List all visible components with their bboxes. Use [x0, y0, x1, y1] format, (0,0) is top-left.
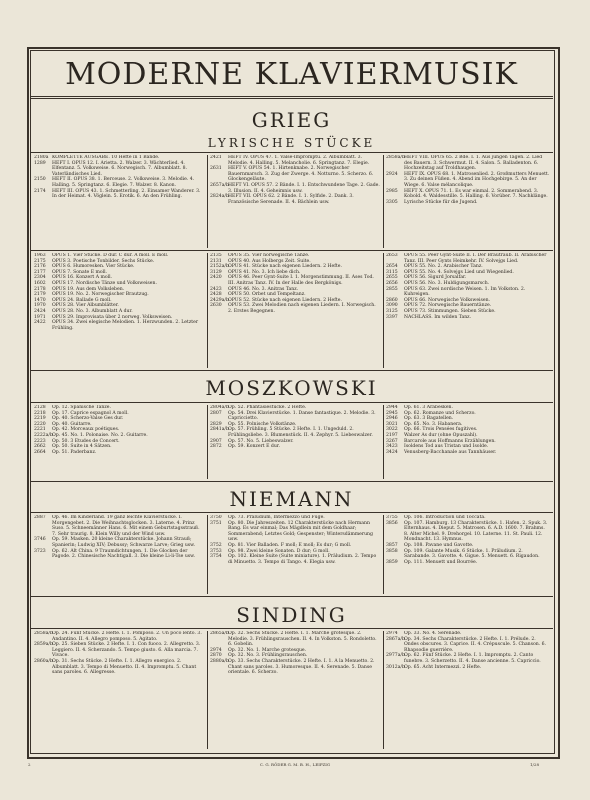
edition-number: 3397	[386, 314, 398, 320]
entry-title: OPUS 16. Konzert A moll.	[52, 275, 112, 281]
entry-title: Op. 109. Galante Musik. 6 Stücke. 1. Präludium. 2. Sarabande. 3. Gavotte. 4. Gigue. 5. Menuett. 6. Rigaudon.	[404, 548, 540, 560]
edition-number: 3267	[386, 438, 398, 444]
edition-number: 2174	[34, 188, 46, 194]
entry-column	[210, 631, 380, 749]
catalog-entry	[34, 549, 204, 560]
catalog-entry	[34, 631, 204, 642]
entry-title: Op. 50. Suite in 4 Sätzen.	[52, 444, 112, 450]
entry-title: Op. 62. Fünf Stücke. 2 Hefte. I. 1. Impromptu. 2. Canto funebre. 3. Scherzetto. II. 4. Danse ancienne. 5. Capriccio.	[404, 653, 541, 664]
entry-title: OPUS 56. Sigurd Jorsalfar.	[404, 275, 467, 281]
edition-number: 2872	[210, 444, 222, 450]
edition-number: 3305	[386, 199, 398, 205]
footer-publisher: C. G. RÖDER G. M. B. H., LEIPZIG	[259, 762, 331, 767]
entry-title: Barcarole aus Hoffmanns Erzählungen.	[404, 438, 496, 444]
entry-title: HEFT X. OPUS 71. 1. Es war einmal. 2. Sommerabend. 3. Kobold. 4. Waldesstille. 5. Halling. 6. Vorüber. 7. Nachklänge.	[404, 188, 548, 200]
catalog-entry	[210, 444, 380, 450]
entry-title: Op. 80. Die Jahreszeiten. 12 Charakterstücke nach Hermann Bang. Es war einmal; Das Mägdlein mit dem Goldhaar; Sommerabend; Letztes Gold; Gespenster; Wintersdämmerung usw.	[228, 520, 373, 543]
edition-number: 2422	[34, 320, 46, 326]
entry-title: Op. 98. Zwei kleine Sonaten. D dur; G moll.	[228, 548, 330, 554]
catalog-entry	[386, 200, 550, 206]
edition-number: 2880a/b	[210, 658, 229, 664]
edition-number: 2985	[386, 188, 398, 194]
entry-title: Lyrische Stücke für die Jugend.	[404, 199, 478, 205]
edition-number: 2804a/b	[210, 405, 229, 410]
catalog-entry	[34, 189, 204, 200]
edition-number: 2429a/b	[210, 297, 229, 303]
edition-number: 2870	[210, 653, 222, 659]
entry-column	[34, 253, 204, 368]
edition-number: 2859a/b	[34, 642, 53, 648]
catalog-entry	[210, 155, 380, 166]
column-divider	[383, 405, 384, 479]
edition-number: 2887	[34, 515, 46, 520]
edition-number: 2421	[210, 155, 222, 160]
edition-number: 3754	[210, 554, 222, 560]
entry-title: Op. 63. 3 Bagatellen.	[404, 416, 454, 422]
entry-title: Walzer As dur (ohne Opuszahl).	[404, 432, 478, 438]
edition-number: 2858a/b	[386, 155, 405, 160]
column-divider	[207, 155, 208, 248]
edition-number: 2655	[386, 275, 398, 281]
edition-number: 2924	[386, 171, 398, 177]
edition-number: 2179	[34, 292, 46, 298]
column-divider	[383, 253, 384, 368]
edition-number: 2420	[210, 275, 222, 281]
catalog-entry	[210, 183, 380, 194]
entry-title: HEFT II. OPUS 38. 1. Berceuse. 2. Volksweise. 3. Melodie. 4. Halling. 5. Springtanz. 6. Elegie. 7. Walzer. 8. Kanon.	[52, 177, 195, 188]
composer-heading: MOSZKOWSKI	[205, 376, 378, 400]
edition-number: 2424	[34, 308, 46, 314]
section-rule	[30, 402, 553, 403]
edition-number: 2131	[210, 258, 222, 264]
entry-title: Op. 59. Masken. 20 kleine Charakterstücke. Johann Strauß; Spanierin; Ludwig XIV; Debussy; Schwarze Larve; Grieg usw.	[52, 537, 195, 548]
section-rule	[30, 596, 553, 597]
edition-number: 3723	[34, 548, 46, 554]
edition-number: 3857	[386, 542, 398, 548]
entry-title: Op. 66. Trois Pensées fugitives.	[404, 427, 478, 433]
entry-title: OPUS 3. Poetische Tonbilder. Sechs Stücke.	[52, 258, 155, 264]
edition-number: 3090	[386, 303, 398, 309]
entry-title: Op. 65. Acht Intermezzi. 2 Hefte.	[404, 664, 482, 670]
entry-title: Op. 65. No. 3. Habanera.	[404, 421, 463, 427]
catalog-entry	[386, 549, 550, 560]
entry-title: OPUS 46. No. 3. Anitras Tanz.	[228, 286, 299, 292]
catalog-entry	[210, 659, 380, 676]
edition-number: 2860a/b	[34, 658, 53, 664]
column-divider	[207, 253, 208, 368]
entry-title: HEFT VIII. OPUS 65. 2 Bde. I. 1. Aus jungen Tagen. 2. Lied des Bauern. 3. Schwermut. II. 4. Salon. 5. Balladenton. 6. Hochzeitstag auf Troldhaugen.	[404, 155, 543, 172]
column-divider	[383, 155, 384, 248]
edition-number: 3021	[386, 421, 398, 427]
edition-number: 2423	[210, 286, 222, 292]
entry-title: OPUS 41. Stücke nach eigenen Liedern. 2 Hefte.	[228, 264, 342, 270]
edition-number: 2664	[34, 449, 46, 455]
edition-number: 3751	[210, 520, 222, 526]
section-rule	[30, 152, 553, 153]
edition-number: 1289	[34, 160, 46, 166]
entry-title: OPUS 24. Ballade G moll.	[52, 297, 112, 303]
entry-title: OPUS 35. Vier norwegische Tänze.	[228, 253, 310, 258]
entry-title: Op. 40. Scherzo-Valse Ges dur.	[52, 416, 124, 422]
entry-column	[210, 155, 380, 248]
catalog-entry	[210, 275, 380, 286]
catalog-entry	[386, 665, 550, 671]
section-subheading: LYRISCHE STÜCKE	[207, 136, 376, 150]
footer-code: 1/28	[530, 762, 539, 767]
edition-number: 2946	[386, 416, 398, 422]
edition-number: 2944	[386, 405, 398, 410]
entry-title: Op. 59. Konzert E dur.	[228, 444, 280, 450]
section-rule	[30, 512, 553, 513]
edition-number: 3022	[386, 427, 398, 433]
entry-title: Op. 62. Alt China. 9 Traumdichtungen. 1. Die Glocken der Pagode. 2. Chinesische Nachtigall. 3. Die kleine Li-li-Tse usw.	[52, 548, 195, 560]
edition-number: 2656	[386, 280, 398, 286]
edition-number: 2974	[210, 647, 222, 653]
edition-number: 3746	[34, 537, 46, 543]
edition-number: 2221	[34, 427, 46, 433]
edition-number: 1970	[34, 303, 46, 309]
entry-title: Op. 106. Introduction und Toccata.	[404, 515, 486, 520]
entry-title: Op. 51. Paderbanz.	[52, 449, 97, 455]
edition-number: 2974	[386, 631, 398, 636]
entry-title: OPUS 19. Aus dem Volksleben.	[52, 286, 125, 292]
edition-number: 2945	[386, 410, 398, 416]
catalog-entry	[210, 427, 380, 438]
entry-title: Op. 57. No. 5. Liebeswalzer.	[228, 438, 294, 444]
entry-title: Op. 34. Sechs Charakterstücke. 2 Hefte. I. 1. Prélude. 2. Ondes obscures. 3. Caprice. II. 4. Crépuscule. 5. Chanson. 6. Rhapsodie guerrière.	[404, 636, 547, 653]
entry-title: KOMPLETTE AUSGABE. 10 Hefte in 1 Bande.	[52, 155, 160, 160]
entry-column	[210, 515, 380, 594]
title-rule	[30, 96, 553, 99]
edition-number: 3752	[210, 542, 222, 548]
edition-number: 2176	[34, 264, 46, 270]
section-rule	[30, 481, 553, 482]
entry-title: Op. 42. Morceaux poétiques.	[52, 427, 120, 433]
edition-number: 2654	[386, 264, 398, 270]
column-divider	[207, 631, 208, 749]
entry-title: Op. 12. Spanische Tänze.	[52, 405, 111, 410]
edition-number: 2304	[34, 275, 46, 281]
entry-title: OPUS 7. Sonate E moll.	[52, 269, 108, 275]
entry-title: OPUS 73. Stimmungen. Sieben Stücke.	[404, 308, 496, 314]
entry-title: OPUS 41. No. 3. Ich liebe dich.	[228, 269, 301, 275]
entry-column	[386, 405, 550, 479]
edition-number: 3858	[386, 548, 398, 554]
entry-title: OPUS 53. Zwei Melodien nach eigenen Liedern. I. Norwegisch. 2. Erstes Begegnen.	[228, 303, 376, 314]
edition-number: 2223	[34, 438, 46, 444]
edition-number: 3753	[210, 548, 222, 554]
entry-title: OPUS 34. Zwei elegische Melodien. 1. Herzwunden. 2. Letzter Frühling.	[52, 320, 199, 331]
edition-number: 2865a/b	[210, 631, 229, 636]
entry-title: Op. 81. Vier Balladen. F moll; E moll; Es dur; G moll.	[228, 542, 352, 548]
entry-title: HEFT V. OPUS 54. 1. Hirtenknabe. 2. Norwegischer Bauernmarsch. 3. Zug der Zwerge. 4. Notturno. 5. Scherzo. 6. Glockengeläute.	[228, 166, 374, 183]
edition-number: 2824a/b	[210, 194, 229, 200]
catalog-entry	[34, 177, 204, 188]
entry-column	[386, 631, 550, 749]
edition-number: 3859	[386, 559, 398, 565]
entry-title: Op. 52. Phantasiestücke. 2 Hefte.	[228, 405, 307, 410]
edition-number: 2855	[386, 286, 398, 292]
edition-number: 2150	[34, 177, 46, 183]
edition-number: 1602	[34, 280, 46, 286]
entry-title: Op. 40. Guitarre.	[52, 421, 92, 427]
edition-number: 2177	[34, 269, 46, 275]
entry-title: Op. 50. 3 Etudes de Concert.	[52, 438, 120, 444]
edition-number: 2657a/b	[210, 182, 229, 188]
edition-number: 3750	[210, 515, 222, 520]
catalog-entry	[34, 642, 204, 659]
edition-number: 2175	[34, 258, 46, 264]
entry-column	[210, 405, 380, 479]
entry-title: Op. 24. Fünf Stücke. 2 Hefte. I. 1. Pomposo. 2. Un poco lento. 3. Andantino. II. 4. Allegro pomposo. 5. Agitato.	[52, 631, 202, 642]
entry-title: OPUS 66. Norwegische Volksweisen.	[404, 297, 491, 303]
edition-number: 1470	[34, 297, 46, 303]
entry-title: Op. 61. 3 Arabesken.	[404, 405, 453, 410]
entry-title: Op. 45. No. 1. Polonaise. No. 2. Guitarre.	[52, 432, 148, 438]
catalog-entry	[386, 315, 550, 321]
entry-column	[34, 405, 204, 479]
edition-number: 3125	[386, 308, 398, 314]
catalog-entry	[34, 537, 204, 548]
edition-number: 2662	[34, 444, 46, 450]
edition-number: 2829	[210, 421, 222, 427]
entry-title: HEFT I. OPUS 12. I. Arietta. 2. Walzer. 3. Wächterlied. 4. Elfentanz. 5. Volksweise. 6. Norwegisch. 7. Albumblatt. 8. Vaterländisches Lied.	[52, 160, 188, 177]
entry-column	[210, 253, 380, 368]
catalog-entry	[386, 521, 550, 543]
catalog-entry	[386, 155, 550, 172]
entry-title: Op. 62. Romanze und Scherzo.	[404, 410, 476, 416]
edition-number: 2220	[34, 421, 46, 427]
entry-title: Op. 57. Frühling. 5 Stücke. 2 Hefte. I. 1. Ungeduld. 2. Frühlingsliebe. 3. Blumenstück. II. 4. Zephyr. 5. Liebeswalzer.	[228, 427, 373, 438]
catalog-entry	[210, 554, 380, 565]
entry-title: Op. 46. Im Kinderland. 19 ganz leichte Klavierstücke. I. Morgengebet. 2. Die Weihnachtsglocken. 3. Laterne. 4. Prinz Suso. 5. Schneemänner Hans. 6. Mit einem Geburtstagsstrauß. 7. Sehr traurig. 8. Klein Willy und der Wind usw.	[52, 515, 200, 537]
column-divider	[207, 405, 208, 479]
edition-number: 2631	[210, 166, 222, 172]
edition-number: 2653	[386, 253, 398, 258]
edition-number: 2135	[210, 253, 222, 258]
catalog-entry	[210, 411, 380, 422]
catalog-entry	[34, 515, 204, 537]
entry-column	[34, 631, 204, 749]
entry-title: OPUS 1. Vier Stücke. D dur. C dur. A moll. E moll.	[52, 253, 169, 258]
catalog-entry	[386, 253, 550, 264]
entry-title: Op. 32. Sechs Stücke. 2 Hefte. I. 1. Marche grotesque. 2. Melodie. 3. Frühlingsrauschen. II. 4. In Volkston. 5. Rondoletto. 6. Gobelin.	[228, 631, 377, 648]
catalog-entry	[210, 521, 380, 543]
page-title: MODERNE KLAVIERMUSIK	[65, 57, 518, 92]
entry-title: OPUS 28. No. 3. Albumblatt A dur.	[52, 308, 133, 314]
entry-title: OPUS 72. Norwegische Bauerntänze.	[404, 303, 492, 309]
composer-heading: SINDING	[236, 603, 347, 627]
entry-title: OPUS 40. Aus Holbergs Zeit. Suite.	[228, 258, 311, 264]
catalog-entry	[210, 631, 380, 648]
column-divider	[383, 515, 384, 594]
entry-title: Isoldens Tod aus Tristan und Isolde.	[404, 444, 489, 450]
entry-title: HEFT VI. OPUS 57. 2 Bände. I. 1. Entschwundene Tage. 2. Gade. 3. Illusion. II. 4. Geheimnis usw.	[228, 182, 380, 194]
edition-number: 3856	[386, 520, 398, 526]
entry-title: OPUS 50. Orbet und Tempeltanz.	[228, 292, 306, 298]
entry-title: Op. 55. Polnische Volkstänze.	[228, 421, 297, 427]
edition-number: 3424	[386, 449, 398, 455]
entry-title: Op. 32. No. 3. Frühlingsrauschen.	[228, 653, 308, 659]
catalog-entry	[210, 194, 380, 205]
entry-title: HEFT III. OPUS 43. 1. Schmetterling. 2. Einsamer Wanderer. 3. In der Heimat. 4. Vöglein. 5. Erotik. 6. An den Frühling.	[52, 188, 201, 200]
entry-title: OPUS 28. Vier Albumblätter.	[52, 303, 119, 309]
edition-number: 2907	[210, 438, 222, 444]
edition-number: 2630	[210, 303, 222, 309]
catalog-entry	[386, 637, 550, 654]
entry-title: Op. 32. No. 1. Marche grotesque.	[228, 647, 307, 653]
entry-title: Op. 102. Kleine Suite (Suite miniature). 1. Präludium. 2. Tempo di Minuetto. 3. Tempo di Tango. 4. Elegia usw.	[228, 554, 377, 565]
column-divider	[207, 515, 208, 594]
edition-number: 3129	[210, 269, 222, 275]
edition-number: 2218	[34, 410, 46, 416]
entry-title: OPUS 6. Humoresken. Vier Stücke.	[52, 264, 135, 270]
composer-heading: GRIEG	[251, 108, 332, 132]
entry-title: OPUS 55. No. 4. Solvejgs Lied und Wiegenlied.	[404, 269, 514, 275]
edition-number: 2841a/b	[210, 427, 229, 433]
entry-title: Op. 107. Hamburg. 13 Charakterstücke. 1. Hafen. 2. Spuk. 3. Elternhaus. 4. Dieput. 5. Matrosen. 6. A.D. 1600. 7. Brahms. 8. Alter Michel. 9. Drehorgel. 10. Laterne. 11. St. Pauli. 12. Mondnacht. 13. Hymnus.	[404, 520, 548, 543]
entry-title: Op. 54. Drei Klavierstücke. 1. Danse fantastique. 2. Melodie. 3. Capriccietto.	[228, 410, 376, 422]
edition-number: 2807	[210, 410, 222, 416]
catalog-entry	[210, 166, 380, 183]
footer-page-number: 2	[28, 762, 31, 767]
edition-number: 2860	[386, 297, 398, 303]
section-rule	[30, 370, 553, 371]
entry-column	[386, 253, 550, 368]
catalog-entry	[34, 450, 204, 456]
edition-number: 1971	[34, 314, 46, 320]
catalog-entry	[386, 189, 550, 200]
edition-number: 3423	[386, 444, 398, 450]
entry-title: Op. 111. Menuett und Bourrée.	[404, 559, 478, 565]
catalog-entry	[386, 653, 550, 664]
entry-title: Op. 33. No. 4. Serenade.	[404, 631, 462, 636]
entry-title: HEFT IX. OPUS 68. 1. Matrosenlied. 2. Großmutters Menuett. 3. Zu deinen Füßen. 4. Abend im Hochgebirge. 5. An der Wiege. 6. Valse mélancolique.	[404, 171, 550, 188]
entry-title: Op. 31. Sechs Stücke. 2 Hefte. I. 1. Allegro energico. 2. Albumblatt. 3. Tempo di Menuetto. II. 4. Impromptu. 5. Chant sans paroles. 6. Allegresse.	[52, 658, 197, 676]
entry-title: OPUS 52. Stücke nach eigenen Liedern. 2 Hefte.	[228, 297, 342, 303]
catalog-entry	[34, 659, 204, 676]
edition-number: 2222a/b	[34, 432, 53, 438]
entry-title: OPUS 55. No. 2. Arabischer Tanz.	[404, 264, 483, 270]
entry-title: Op. 33. Sechs Charakterstücke. 2 Hefte. I. 1. A la Menuetto. 2. Chant sans paroles. 3. Humoresque. II. 4. Serenade. 5. Danse orientale. 6. Scherzo.	[228, 658, 375, 676]
edition-number: 2867a/b	[386, 636, 405, 642]
entry-title: Op. 73. Präludium, Intermezzo und Fuge.	[228, 515, 325, 520]
entry-title: OPUS 63. Zwei nordische Weisen. 1. Im Volkston. 2. Kuhreigen.	[404, 286, 526, 298]
catalog-entry	[386, 172, 550, 189]
entry-title: HEFT IV. OPUS 47. 1. Valse-Impromptu. 2. Albumblatt. 3. Melodie. 4. Halling. 5. Melancholie. 6. Springtanz. 7. Elegie.	[228, 155, 370, 166]
entry-title: OPUS 17. Nordische Tänze und Volksweisen.	[52, 280, 157, 286]
catalog-entry	[386, 287, 550, 298]
edition-number: 2178	[34, 286, 46, 292]
catalog-entry	[34, 320, 204, 331]
entry-title: Op. 17. Caprice espagnol A moll.	[52, 410, 129, 416]
section-rule	[30, 250, 553, 251]
catalog-entry	[386, 450, 550, 456]
composer-heading: NIEMANN	[229, 487, 354, 511]
entry-title: OPUS 55. Peer Gynt-Suite II. I. Der Brautraub. II. Arabischer Tanz. III. Peer Gynts Heimkehr. IV. Solvejgs Lied.	[404, 253, 547, 264]
edition-number: 3755	[386, 515, 398, 520]
entry-title: NACHLASS. Im wilden Tanz.	[404, 314, 472, 320]
entry-column	[34, 515, 204, 594]
entry-column	[34, 155, 204, 248]
catalog-entry	[34, 161, 204, 178]
edition-number: 2197	[386, 432, 398, 438]
entry-title: Op. 108. Pavane und Gavotte.	[404, 542, 474, 548]
entry-title: HEFT VII. OPUS 62. 2 Bände. I. 1. Sylfide. 2. Dank. 3. Französische Serenade. II. 4. Bächlein usw.	[228, 194, 354, 205]
edition-number: 2428	[210, 292, 222, 298]
entry-title: Op. 25. Sieben Stücke. 2 Hefte. I. 1. Con fuoco. 2. Allegretto. 3. Leggiero. II. 4. Scherzando. 5. Tempo giusto. 6. Alla marcia. 7. Vivace.	[52, 642, 201, 659]
edition-number: 3012a/b	[386, 664, 405, 670]
catalog-entry	[386, 560, 550, 566]
column-divider	[383, 631, 384, 749]
edition-number: 3115	[386, 269, 398, 275]
section-rule	[30, 628, 553, 629]
entry-title: OPUS 46. Peer Gynt-Suite I. 1. Morgenstimmung. II. Ases Tod. III. Anitras Tanz. IV. In der Halle des Bergkönigs.	[228, 275, 374, 286]
edition-number: 2180a	[34, 155, 49, 160]
catalog-entry	[210, 303, 380, 314]
edition-number: 2977a/b	[386, 653, 405, 659]
entry-title: OPUS 56. No. 3. Huldigungsmarsch.	[404, 280, 490, 286]
entry-title: OPUS 29. Improvisata über 2 norweg. Volksweisen.	[52, 314, 173, 320]
entry-title: Venusberg-Bacchanale aus Tannhäuser.	[404, 449, 497, 455]
entry-column	[386, 515, 550, 594]
entry-title: OPUS 19. No. 2. Norwegischer Brautzug.	[52, 292, 149, 298]
edition-number: 2128	[34, 405, 46, 410]
edition-number: 2152a/b	[210, 264, 229, 270]
edition-number: 2858a/b	[34, 631, 53, 636]
entry-column	[386, 155, 550, 248]
edition-number: 2219	[34, 416, 46, 422]
edition-number: 1963	[34, 253, 46, 258]
